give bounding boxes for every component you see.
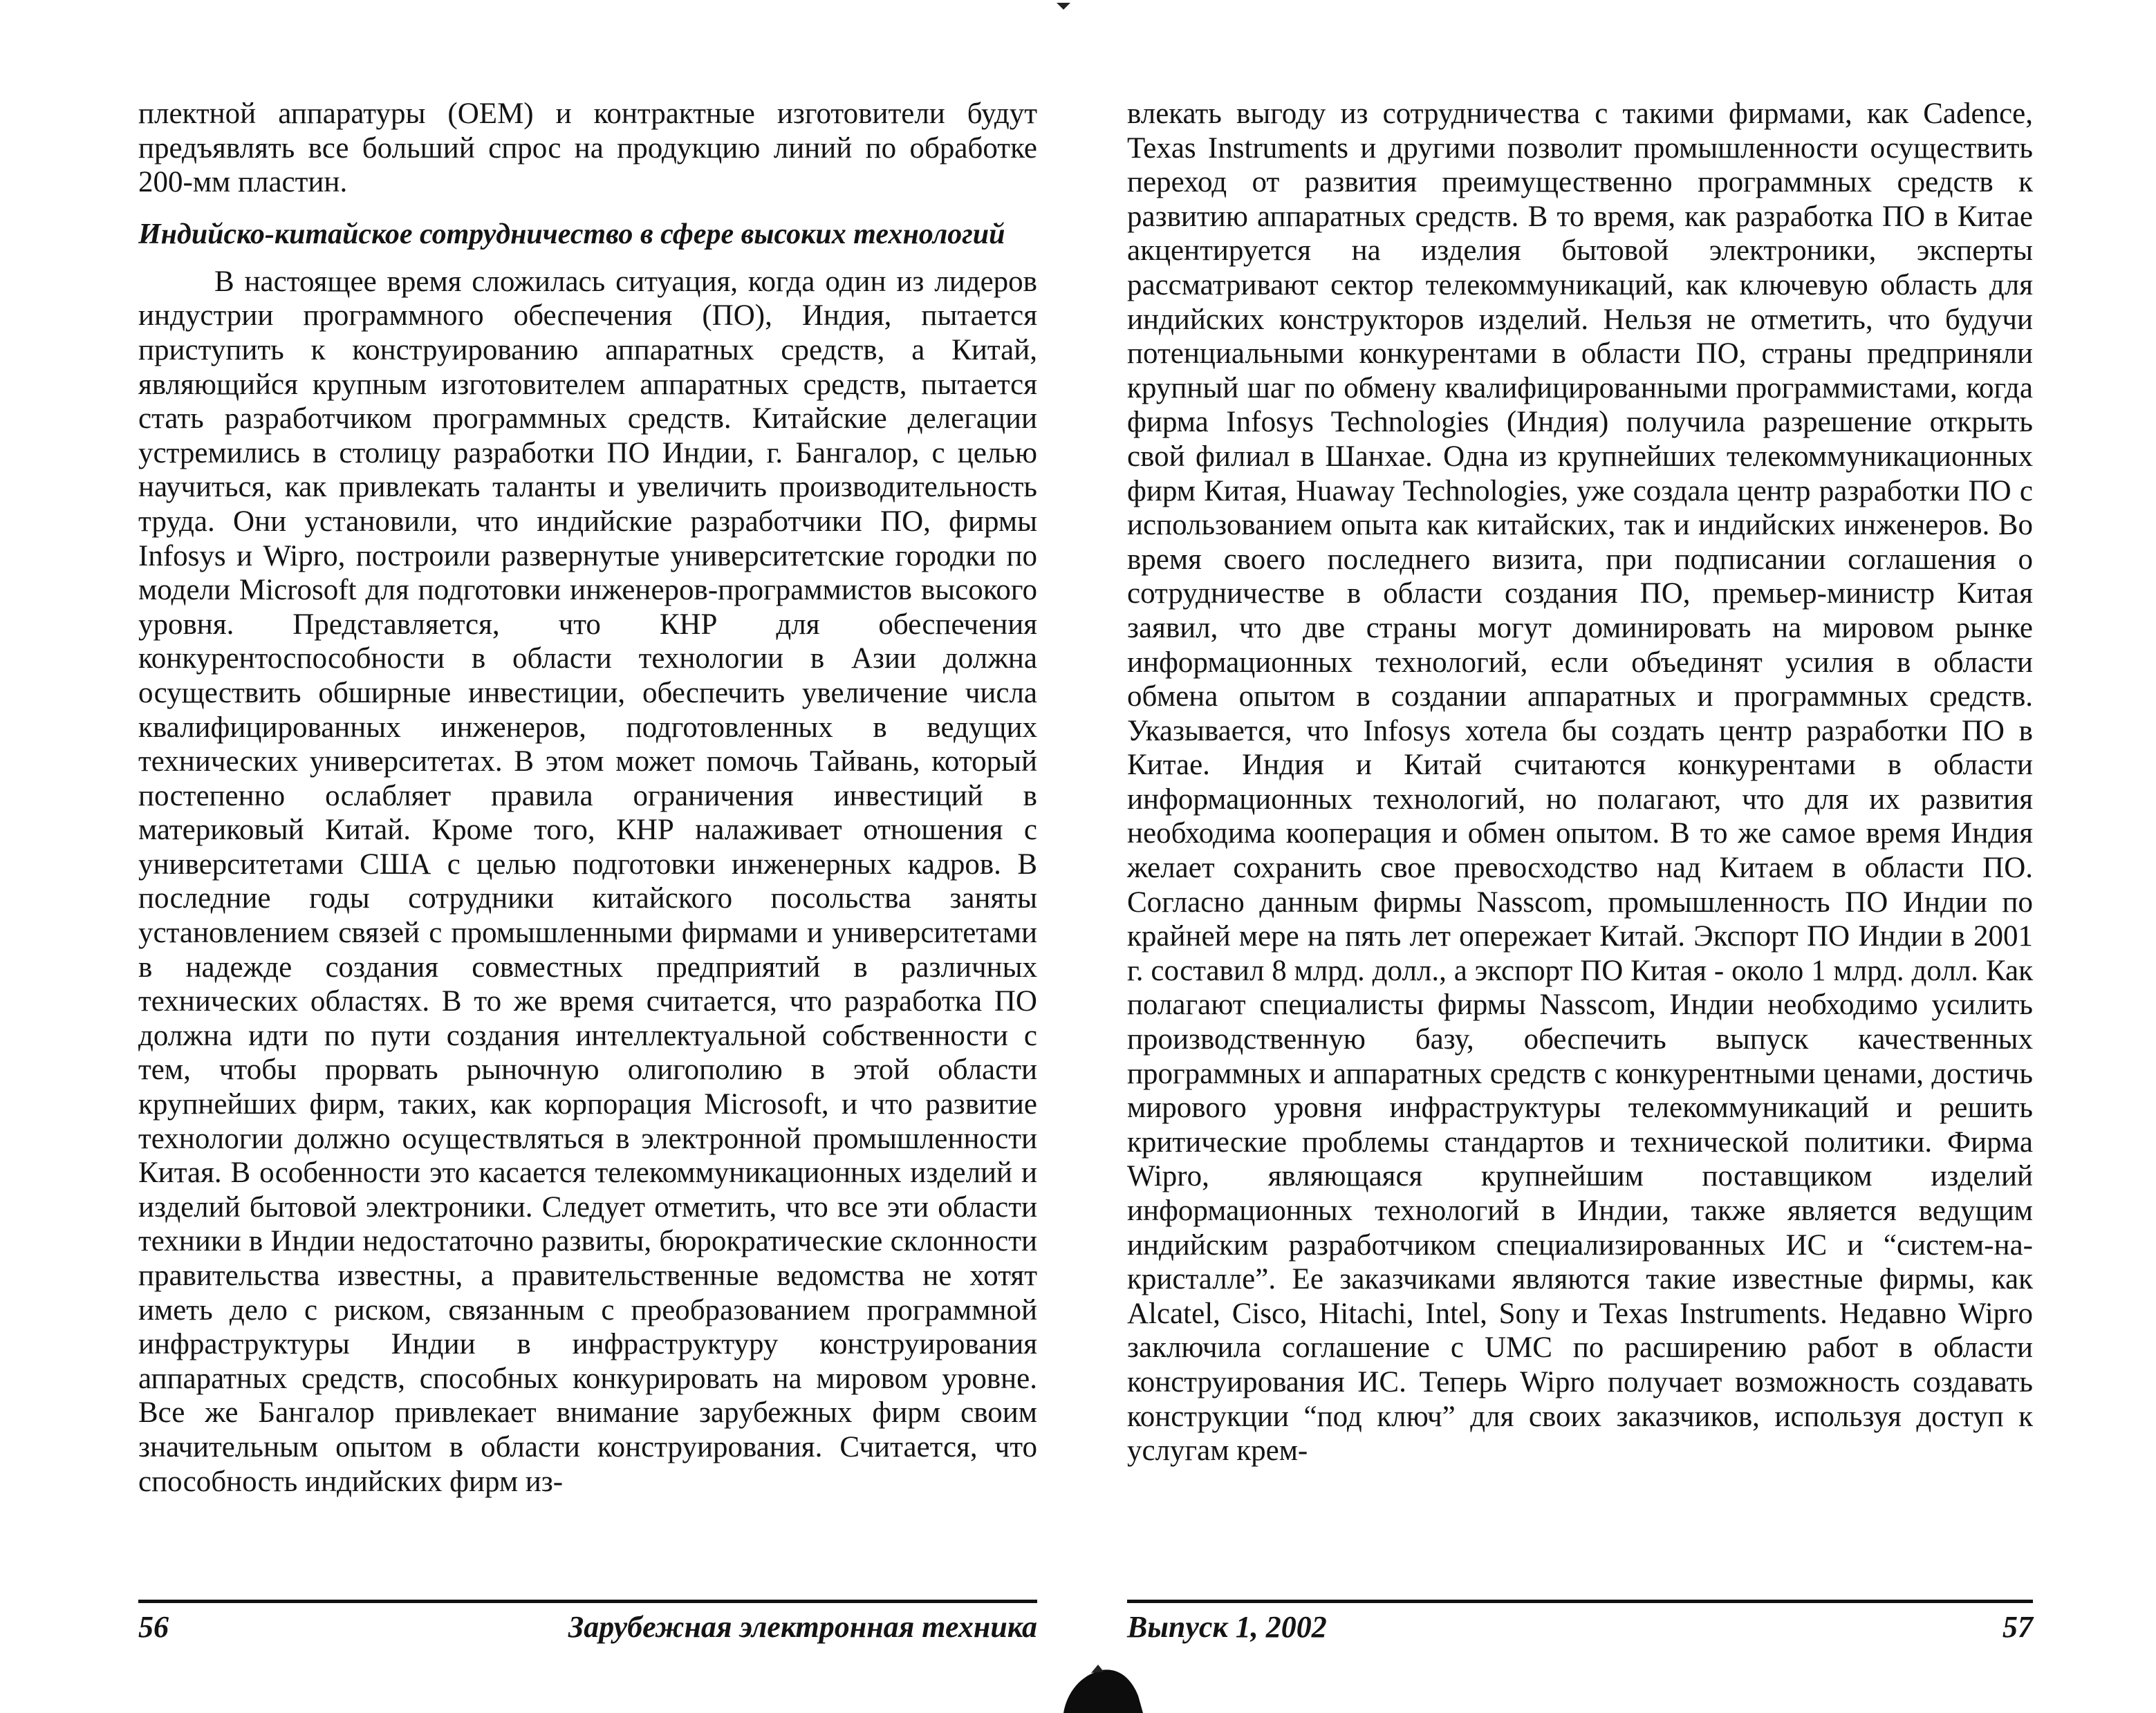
section-heading: Индийско-китайское сотрудничество в сфере высоких технологий	[138, 218, 1005, 250]
left-footer-rule	[138, 1600, 1037, 1603]
left-footer	[138, 1608, 1037, 1649]
scan-mark-icon	[1057, 3, 1070, 10]
right-footer-rule	[1127, 1600, 2033, 1603]
binding-smudge-icon	[1050, 1658, 1153, 1713]
right-page-number: 57	[2002, 1610, 2033, 1644]
left-paragraph-continued: плектной аппаратуры (OEM) и контрактные изготовители будут предъявлять все больший спрос на продукцию линий по обработке 200-мм пластин.	[138, 97, 1037, 199]
left-page-column	[138, 97, 1037, 1499]
journal-title: Зарубежная электронная техника	[568, 1610, 1037, 1644]
issue-label: Выпуск 1, 2002	[1127, 1610, 1327, 1644]
right-footer	[1127, 1608, 2033, 1649]
left-paragraph-main: В настоящее время сложилась ситуация, когда один из лидеров индустрии программного обеспечения (ПО), Индия, пытается приступить к конструированию аппаратных средств, а Китай, являющийся крупным изготовителем аппаратных средств, пытается стать разработчиком программных средств. Китайские делегации устремились в столицу разработки ПО Индии, г. Бангалор, с целью научиться, как привлекать таланты и увеличить производительность труда. Они установили, что индийские разработчики ПО, фирмы Infosys и Wipro, построили развернутые университетские городки по модели Microsoft для подготовки инженеров-программистов высокого уровня. Представляется, что КНР для обеспечения конкурентоспособности в области технологии в Азии должна осуществить обширные инвестиции, обеспечить увеличение числа квалифицированных инженеров, подготовленных в ведущих технических университетах. В этом может помочь Тайвань, который постепенно ослабляет правила ограничения инвестиций в материковый Китай. Кроме того, КНР налаживает отношения с университетами США с целью подготовки инженерных кадров. В последние годы сотрудники китайского посольства заняты установлением связей с промышленными фирмами и университетами в надежде создания совместных предприятий в различных технических областях. В то же время считается, что разработка ПО должна идти по пути создания интеллектуальной собственности с тем, чтобы прорвать рыночную олигополию в этой области крупнейших фирм, таких, как корпорация Microsoft, и что развитие технологии должно осуществляться в электронной промышленности Китая. В особенности это касается телекоммуникационных изделий и изделий бытовой электроники. Следует отметить, что все эти области техники в Индии недостаточно развиты, бюрократические склонности правительства известны, а правительственные ведомства не хотят иметь дело с риском, связанным с преобразованием программной инфраструктуры Индии в инфраструктуру конструирования аппаратных средств, способных конкурировать на мировом уровне. Все же Бангалор привлекает внимание зарубежных фирм своим значительным опытом в области конструирования. Считается, что способность индийских фирм из-	[138, 265, 1037, 1498]
right-paragraph-main: влекать выгоду из сотрудничества с такими фирмами, как Cadence, Texas Instruments и другими позволит промышленности осуществить переход от развития преимущественно программных средств к развитию аппаратных средств. В то время, как разработка ПО в Китае акцентируется на изделия бытовой электроники, эксперты рассматривают сектор телекоммуникаций, как ключевую область для индийских конструкторов изделий. Нельзя не отметить, что будучи потенциальными конкурентами в области ПО, страны предприняли крупный шаг по обмену квалифицированными программистами, когда фирма Infosys Technologies (Индия) получила разрешение открыть свой филиал в Шанхае. Одна из крупнейших телекоммуникационных фирм Китая, Huaway Technologies, уже создала центр разработки ПО с использованием опыта как китайских, так и индийских инженеров. Во время своего последнего визита, при подписании соглашения о сотрудничестве в области создания ПО, премьер-министр Китая заявил, что две страны могут доминировать на мировом рынке информационных технологий, если объединят усилия в области обмена опытом в создании аппаратных и программных средств. Указывается, что Infosys хотела бы создать центр разработки ПО в Китае. Индия и Китай считаются конкурентами в области информационных технологий, но полагают, что для их развития необходима кооперация и обмен опытом. В то же самое время Индия желает сохранить свое превосходство над Китаем в области ПО. Согласно данным фирмы Nasscom, промышленность ПО Индии по крайней мере на пять лет опережает Китай. Экспорт ПО Индии в 2001 г. составил 8 млрд. долл., а экспорт ПО Китая - около 1 млрд. долл. Как полагают специалисты фирмы Nasscom, Индии необходимо усилить производственную базу, обеспечить выпуск качественных программных и аппаратных средств с конкурентными ценами, достичь мирового уровня инфраструктуры телекоммуникаций и решить критические проблемы стандартов и технической политики. Фирма Wipro, являющаяся крупнейшим поставщиком изделий информационных технологий в Индии, также является ведущим индийским разработчиком специализированных ИС и “систем-на-кристалле”. Ее заказчиками являются такие известные фирмы, как Alcatel, Cisco, Hitachi, Intel, Sony и Texas Instruments. Недавно Wipro заключила соглашение с UMC по расширению работ в области конструирования ИС. Теперь Wipro получает возможность создавать конструкции “под ключ” для своих заказчиков, используя доступ к услугам крем-	[1127, 97, 2033, 1468]
left-page-number: 56	[138, 1610, 169, 1644]
right-page-column	[1127, 97, 2033, 1468]
